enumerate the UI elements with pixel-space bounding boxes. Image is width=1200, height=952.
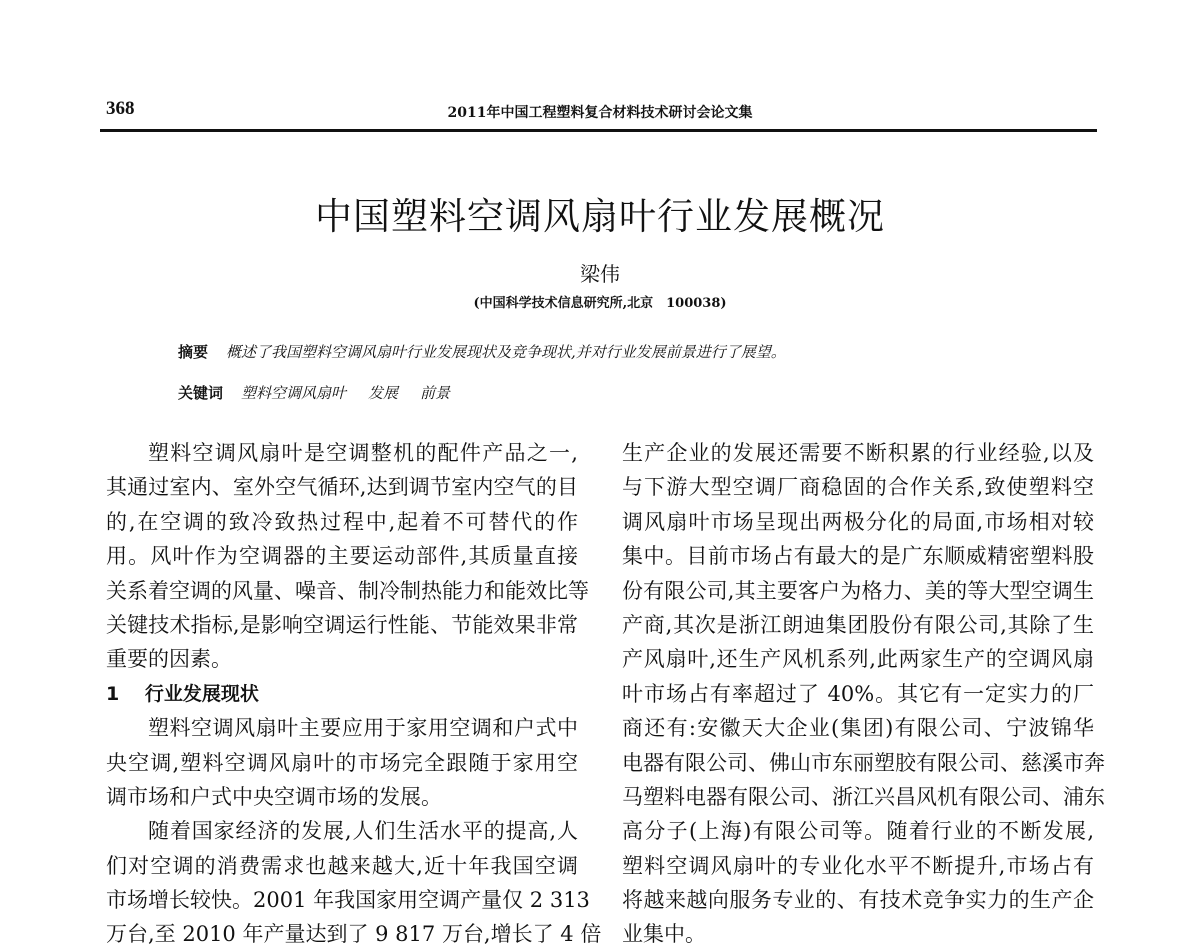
text-line: 业集中。 — [622, 922, 706, 947]
text-line: 集中。目前市场占有最大的是广东顺威精密塑料股 — [622, 544, 1094, 569]
text-line: 重要的因素。 — [106, 647, 232, 672]
text-line: 份有限公司,其主要客户为格力、美的等大型空调生 — [622, 578, 1094, 603]
abstract-label: 摘要 — [178, 343, 209, 361]
text-line: 央空调,塑料空调风扇叶的市场完全跟随于家用空 — [106, 750, 578, 775]
text-line: 与下游大型空调厂商稳固的合作关系,致使塑料空 — [622, 475, 1094, 500]
text-line: 其通过室内、室外空气循环,达到调节室内空气的目 — [106, 475, 578, 500]
text-line: 的,在空调的致冷致热过程中,起着不可替代的作 — [106, 509, 578, 534]
text-line: 调市场和户式中央空调市场的发展。 — [106, 784, 442, 809]
running-header: 2011年中国工程塑料复合材料技术研讨会论文集 — [447, 105, 753, 121]
text-line: 塑料空调风扇叶是空调整机的配件产品之一, — [148, 441, 578, 465]
page-number: 368 — [106, 98, 135, 119]
article-title: 中国塑料空调风扇叶行业发展概况 — [315, 195, 885, 238]
body-column-left — [106, 436, 602, 952]
text-line: 将越来越向服务专业的、有技术竞争实力的生产企 — [622, 888, 1094, 913]
author-affiliation: (中国科学技术信息研究所,北京 100038) — [473, 296, 727, 311]
text-line: 马塑料电器有限公司、浙江兴昌风机有限公司、浦东 — [622, 784, 1105, 809]
text-line: 关系着空调的风量、噪音、制冷制热能力和能效比等 — [106, 578, 589, 603]
text-line: 产风扇叶,还生产风机系列,此两家生产的空调风扇 — [622, 647, 1094, 672]
text-line: 商还有:安徽天大企业(集团)有限公司、宁波锦华 — [622, 716, 1094, 741]
text-line: 塑料空调风扇叶的专业化水平不断提升,市场占有 — [622, 853, 1094, 878]
keyword: 塑料空调风扇叶 — [241, 384, 347, 402]
text-line: 关键技术指标,是影响空调运行性能、节能效果非常 — [106, 612, 578, 637]
keywords-label: 关键词 — [178, 384, 224, 402]
text-line: 用。风叶作为空调器的主要运动部件,其质量直接 — [106, 544, 578, 569]
author-name: 梁伟 — [580, 262, 620, 286]
abstract — [178, 341, 786, 362]
text-line: 叶市场占有率超过了 40%。其它有一定实力的厂 — [622, 681, 1094, 706]
text-line: 随着国家经济的发展,人们生活水平的提高,人 — [148, 819, 578, 844]
text-line: 产商,其次是浙江朗迪集团股份有限公司,其除了生 — [622, 612, 1094, 637]
text-line: 电器有限公司、佛山市东丽塑胶有限公司、慈溪市奔 — [622, 750, 1105, 775]
text-line: 生产企业的发展还需要不断积累的行业经验,以及 — [622, 441, 1094, 465]
keyword: 发展 — [368, 384, 399, 402]
keywords — [178, 382, 472, 403]
text-line: 市场增长较快。2001 年我国家用空调产量仅 2 313 — [106, 888, 590, 913]
text-line: 高分子(上海)有限公司等。随着行业的不断发展, — [622, 819, 1094, 844]
keyword: 前景 — [420, 384, 451, 402]
text-line: 塑料空调风扇叶主要应用于家用空调和户式中 — [148, 716, 578, 741]
text-line: 调风扇叶市场呈现出两极分化的局面,市场相对较 — [622, 509, 1094, 534]
body-column-right — [622, 436, 1105, 952]
abstract-text: 概述了我国塑料空调风扇叶行业发展现状及竞争现状,并对行业发展前景进行了展望。 — [226, 343, 786, 361]
section-heading: 1 行业发展现状 — [106, 682, 259, 705]
header-rule — [100, 129, 1097, 132]
text-line: 们对空调的消费需求也越来越大,近十年我国空调 — [106, 853, 578, 878]
text-line: 万台,至 2010 年产量达到了 9 817 万台,增长了 4 倍 — [106, 922, 602, 947]
